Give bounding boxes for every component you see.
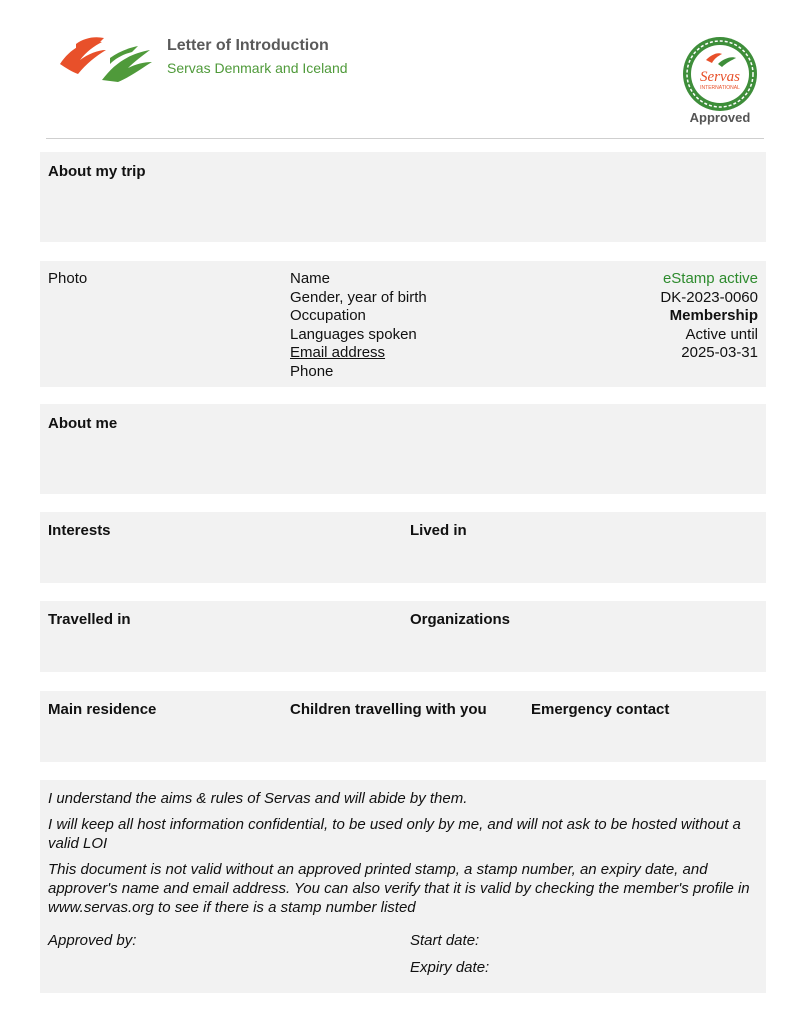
children-travelling-heading: Children travelling with you	[290, 701, 487, 718]
lived-in-heading: Lived in	[410, 522, 467, 539]
declaration-section	[40, 780, 766, 993]
interests-section	[40, 512, 766, 583]
estamp-status: eStamp active	[662, 270, 758, 287]
membership-label: Membership	[669, 307, 758, 324]
profile-section	[40, 261, 766, 387]
header-divider	[46, 138, 764, 139]
about-me-heading: About me	[48, 415, 118, 432]
expiry-date-label: Expiry date:	[410, 959, 490, 976]
stamp-number: DK-2023-0060	[660, 289, 758, 306]
residence-section	[40, 691, 766, 762]
photo-label: Photo	[48, 270, 88, 287]
servas-hands-logo-icon	[58, 34, 154, 84]
travelled-in-heading: Travelled in	[48, 611, 131, 628]
languages-field: Languages spoken	[290, 326, 417, 343]
start-date-label: Start date:	[410, 932, 480, 949]
declaration-line-3: This document is not valid without an approved printed stamp, a stamp number, an expiry date, and approver's name and email address. You can also verify that it is valid by checking the member's profile in www.servas.org to see if there is a stamp number listed	[48, 861, 750, 916]
emergency-contact-heading: Emergency contact	[531, 701, 670, 718]
active-until-date: 2025-03-31	[681, 344, 758, 361]
organizations-heading: Organizations	[410, 611, 511, 628]
interests-heading: Interests	[48, 522, 111, 539]
travel-section	[40, 601, 766, 672]
phone-field: Phone	[290, 363, 334, 380]
document-header	[0, 0, 808, 140]
document-subtitle: Servas Denmark and Iceland	[167, 60, 348, 76]
declaration-line-2: I will keep all host information confidential, to be used only by me, and will not ask to be hosted without a valid LOI	[48, 816, 741, 852]
about-my-trip-section	[40, 152, 766, 242]
occupation-field: Occupation	[290, 307, 366, 324]
name-field: Name	[290, 270, 331, 287]
declaration-line-1: I understand the aims & rules of Servas and will abide by them.	[48, 790, 468, 807]
gender-year-field: Gender, year of birth	[290, 289, 427, 306]
approved-by-label: Approved by:	[48, 932, 137, 949]
svg-text:INTERNATIONAL: INTERNATIONAL	[700, 85, 740, 91]
main-residence-heading: Main residence	[48, 701, 157, 718]
active-until-label: Active until	[685, 326, 758, 343]
stamp-approved-label: Approved	[689, 110, 751, 125]
about-me-section	[40, 404, 766, 494]
servas-approved-stamp-icon	[682, 36, 758, 112]
svg-text:Servas: Servas	[700, 69, 740, 85]
about-my-trip-heading: About my trip	[48, 163, 146, 180]
document-title: Letter of Introduction	[167, 37, 329, 54]
email-address-link[interactable]: Email address	[290, 344, 386, 361]
